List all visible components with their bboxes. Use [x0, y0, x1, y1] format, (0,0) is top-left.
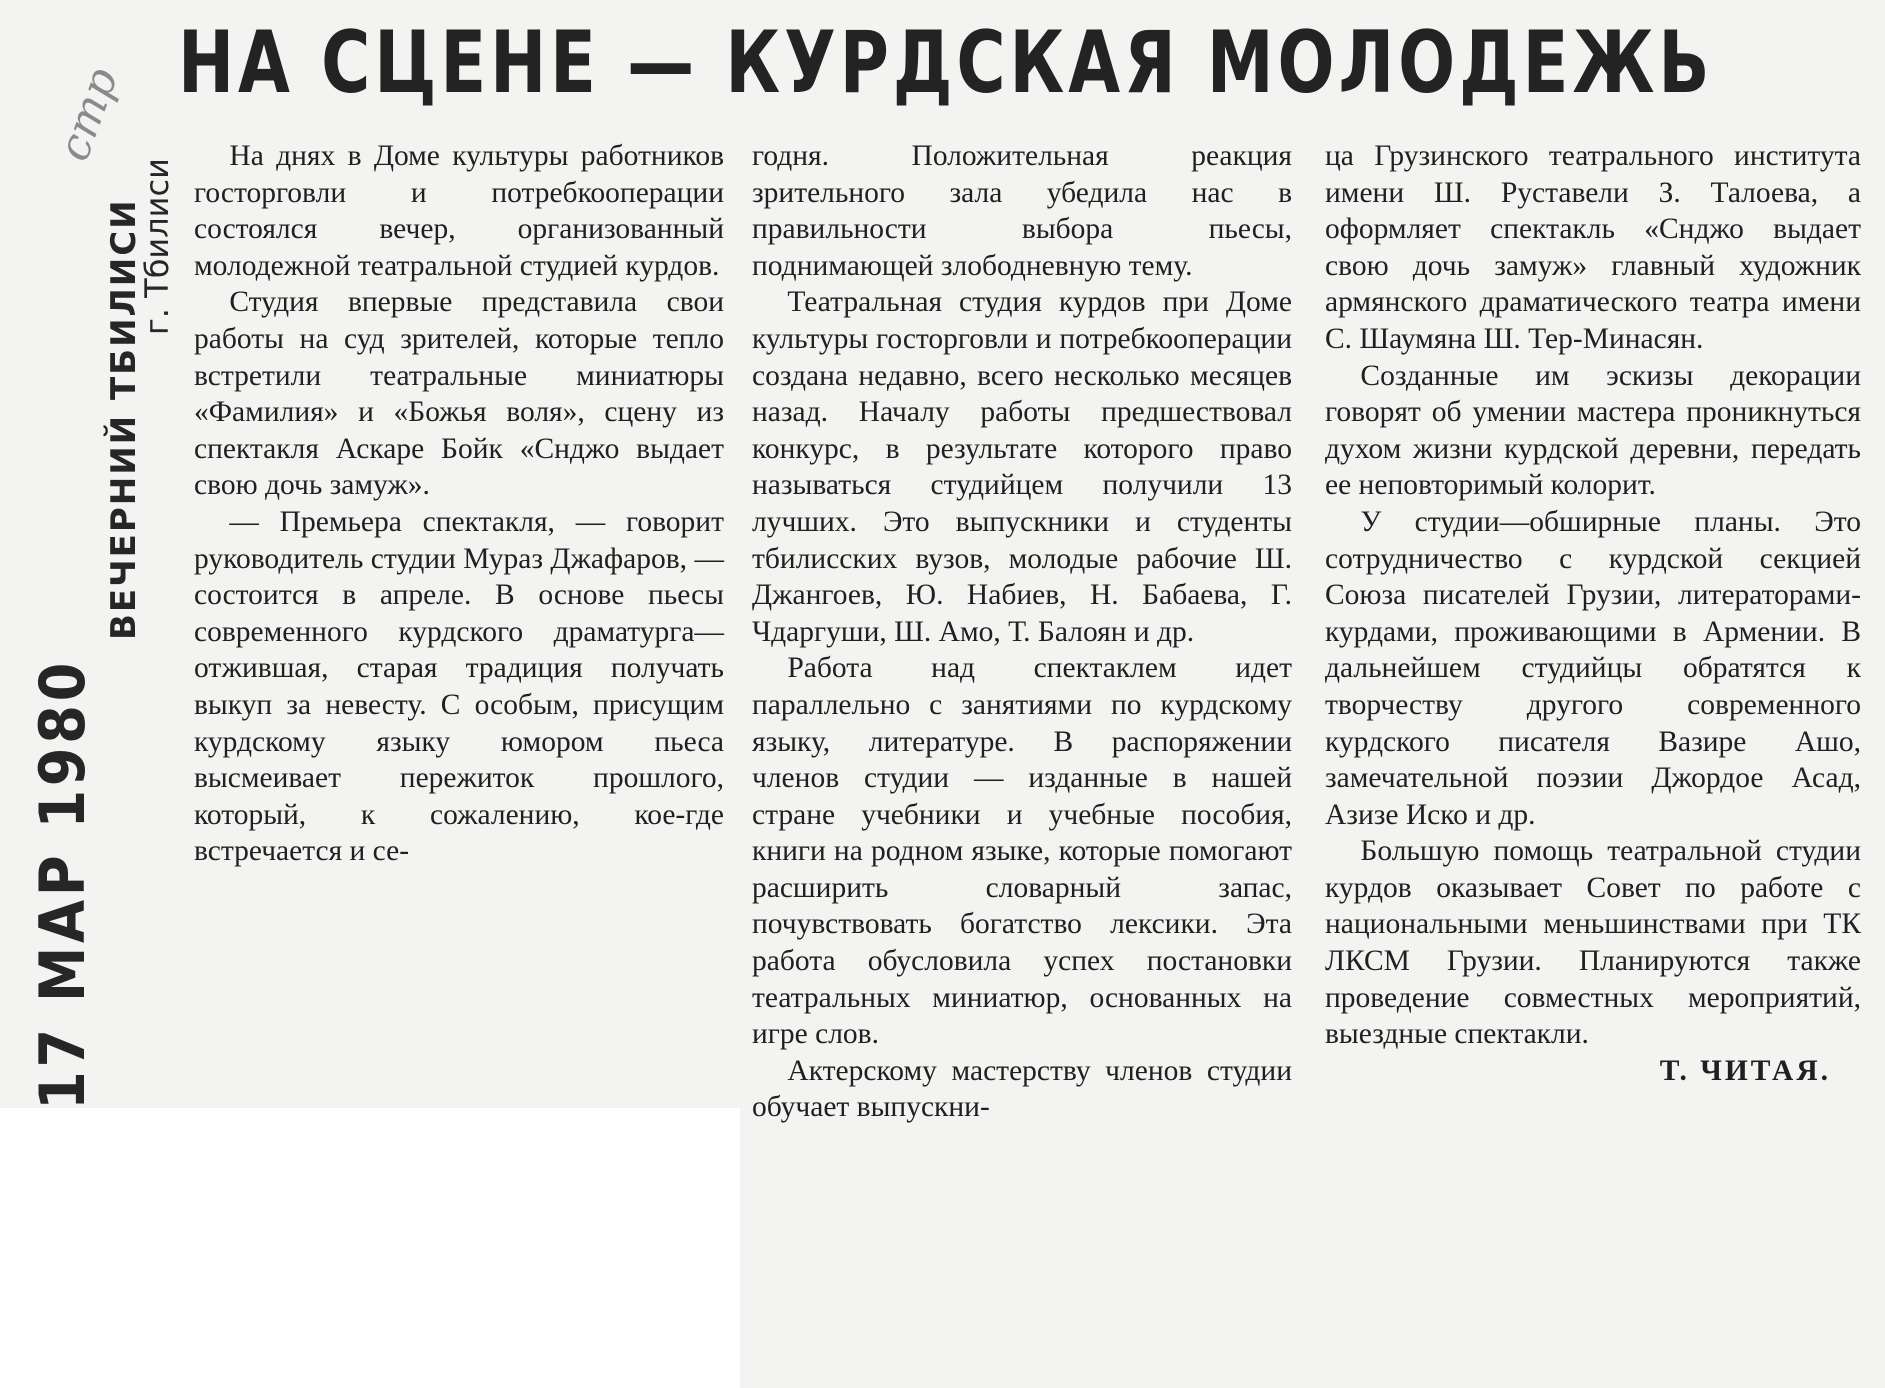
handwritten-note: стр [48, 61, 129, 168]
paragraph: На днях в Доме культуры работников госторговли и потребкооперации состоялся вечер, организованный молодежной театральной студией курдов. [194, 140, 724, 282]
article-column-2 [752, 138, 1292, 1126]
paragraph: ца Грузинского театрального института имени Ш. Руставели З. Талоева, а оформляет спектакль «Снджо выдает свою дочь замуж» главный художник армянского драматического театра имени С. Шаумяна Ш. Тер-Минасян. [1325, 140, 1861, 355]
article-headline: НА СЦЕНЕ — КУРДСКАЯ МОЛОДЕЖЬ [178, 13, 1714, 113]
paragraph: Студия впервые представила свои работы на суд зрителей, которые тепло встретили театральные миниатюры «Фамилия» и «Божья воля», сцену из спектакля Аскаре Бойк «Снджо выдает свою дочь замуж». [194, 286, 724, 502]
paragraph: Большую помощь театральной студии курдов оказывает Совет по работе с национальными меньшинствами при ТК ЛКСМ Грузии. Планируются также проведение совместных мероприятий, выездные спектакли. [1325, 835, 1861, 1051]
paragraph: Работа над спектаклем идет параллельно с занятиями по курдскому языку, литературе. В распоряжении членов студии — изданные в нашей стране учебники и учебные пособия, книги на родном языке, которые помогают расширить словарный запас, почувствовать богатство лексики. Эта работа обусловила успех постановки театральных миниатюр, основанных на игре слов. [752, 652, 1292, 1051]
newspaper-stamp [26, 60, 186, 1110]
stamp-date: 17 МАР 1980 [26, 658, 99, 1110]
paragraph: У студии—обширные планы. Это сотрудничество с курдской секцией Союза писателей Грузии, литераторами-курдами, проживающими в Армении. В дальнейшем студийцы обратятся к творчеству другого современного курдского писателя Вазире Ашо, замечательной поэзии Джордое Асад, Азизе Иско и др. [1325, 505, 1861, 831]
paragraph: годня. Положительная реакция зрительного зала убедила нас в правильности выбора пьесы, поднимающей злободневную тему. [752, 140, 1292, 282]
paragraph: Созданные им эскизы декорации говорят об умении мастера проникнуться духом жизни курдской деревни, передать ее неповторимый колорит. [1325, 359, 1861, 502]
article-column-3 [1325, 138, 1861, 1089]
paragraph: — Премьера спектакля, — говорит руководитель студии Мураз Джафаров, — состоится в апреле. В основе пьесы современного курдского драматурга—отжившая, старая традиция получать выкуп за невесту. С особым, присущим курдскому языку юмором пьеса высмеивает пережиток прошлого, который, к сожалению, кое-где встречается и се- [194, 505, 724, 868]
paragraph: Актерскому мастерству членов студии обучает выпускни- [752, 1054, 1292, 1124]
paragraph: Театральная студия курдов при Доме культуры госторговли и потребкооперации создана недавно, всего несколько месяцев назад. Началу работы предшествовал конкурс, в результате которого право называться студийцем получили 13 лучших. Это выпускники и студенты тбилисских вузов, молодые рабочие Ш. Джангоев, Ю. Набиев, Н. Бабаева, Г. Чдаргуши, Ш. Амо, Т. Балоян и др. [752, 286, 1292, 648]
stamp-city: г. Тбилиси [138, 158, 176, 335]
article-column-1 [194, 138, 724, 870]
clipping-paper-bottom [740, 1100, 1885, 1388]
stamp-newspaper-name: ВЕЧЕРНИЙ ТБИЛИСИ [104, 198, 144, 640]
author-signature: Т. ЧИТАЯ. [1659, 1054, 1831, 1087]
